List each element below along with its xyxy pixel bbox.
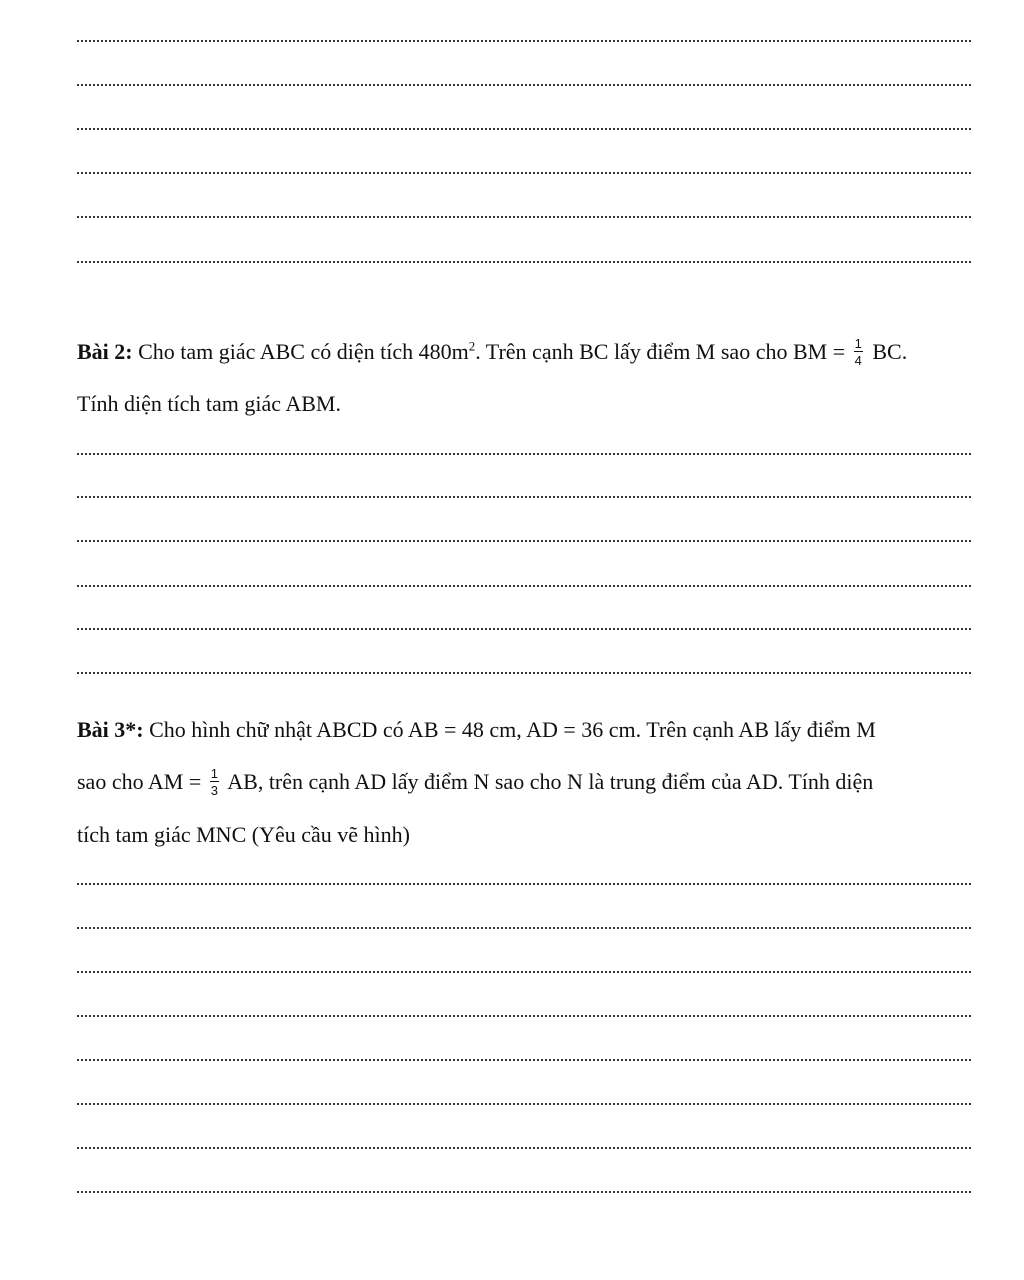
answer-line xyxy=(77,1191,971,1193)
answer-line xyxy=(77,1059,971,1061)
answer-line xyxy=(77,84,971,86)
exercise-2-label: Bài 2: xyxy=(77,339,133,364)
fraction-numerator: 1 xyxy=(854,335,862,351)
answer-line xyxy=(77,40,971,42)
exercise-2-text: BC. xyxy=(866,339,908,364)
answer-line xyxy=(77,261,971,263)
answer-line xyxy=(77,1103,971,1105)
answer-line xyxy=(77,540,971,542)
answer-line xyxy=(77,1147,971,1149)
exercise-3-line-2 xyxy=(77,758,977,806)
exercise-2-line-2: Tính diện tích tam giác ABM. xyxy=(77,391,341,416)
answer-line xyxy=(77,216,971,218)
answer-line xyxy=(77,672,971,674)
fraction-numerator: 1 xyxy=(210,765,218,781)
answer-line xyxy=(77,971,971,973)
fraction xyxy=(210,767,219,797)
answer-line xyxy=(77,883,971,885)
exercise-3-text: AB, trên cạnh AD lấy điểm N sao cho N là trung điểm của AD. Tính diện xyxy=(222,769,874,794)
exercise-3-text: Cho hình chữ nhật ABCD có AB = 48 cm, AD = 36 cm. Trên cạnh AB lấy điểm M xyxy=(143,717,876,742)
answer-line xyxy=(77,128,971,130)
fraction xyxy=(854,337,863,367)
answer-line xyxy=(77,1015,971,1017)
answer-line xyxy=(77,927,971,929)
exercise-2-text: . Trên cạnh BC lấy điểm M sao cho BM = xyxy=(475,339,851,364)
exercise-3-text: sao cho AM = xyxy=(77,769,207,794)
fraction-denominator: 4 xyxy=(854,352,862,368)
answer-line xyxy=(77,585,971,587)
answer-line xyxy=(77,628,971,630)
exercise-3-line-3: tích tam giác MNC (Yêu cầu vẽ hình) xyxy=(77,822,410,847)
exercise-2-text: Cho tam giác ABC có diện tích 480m xyxy=(132,339,469,364)
answer-line xyxy=(77,453,971,455)
exponent: 2 xyxy=(468,338,476,354)
exercise-3-label: Bài 3*: xyxy=(77,717,144,742)
exercise-3-line-1 xyxy=(77,706,977,754)
exercise-2-line-1 xyxy=(77,328,977,376)
answer-line xyxy=(77,496,971,498)
answer-line xyxy=(77,172,971,174)
fraction-denominator: 3 xyxy=(210,782,218,798)
